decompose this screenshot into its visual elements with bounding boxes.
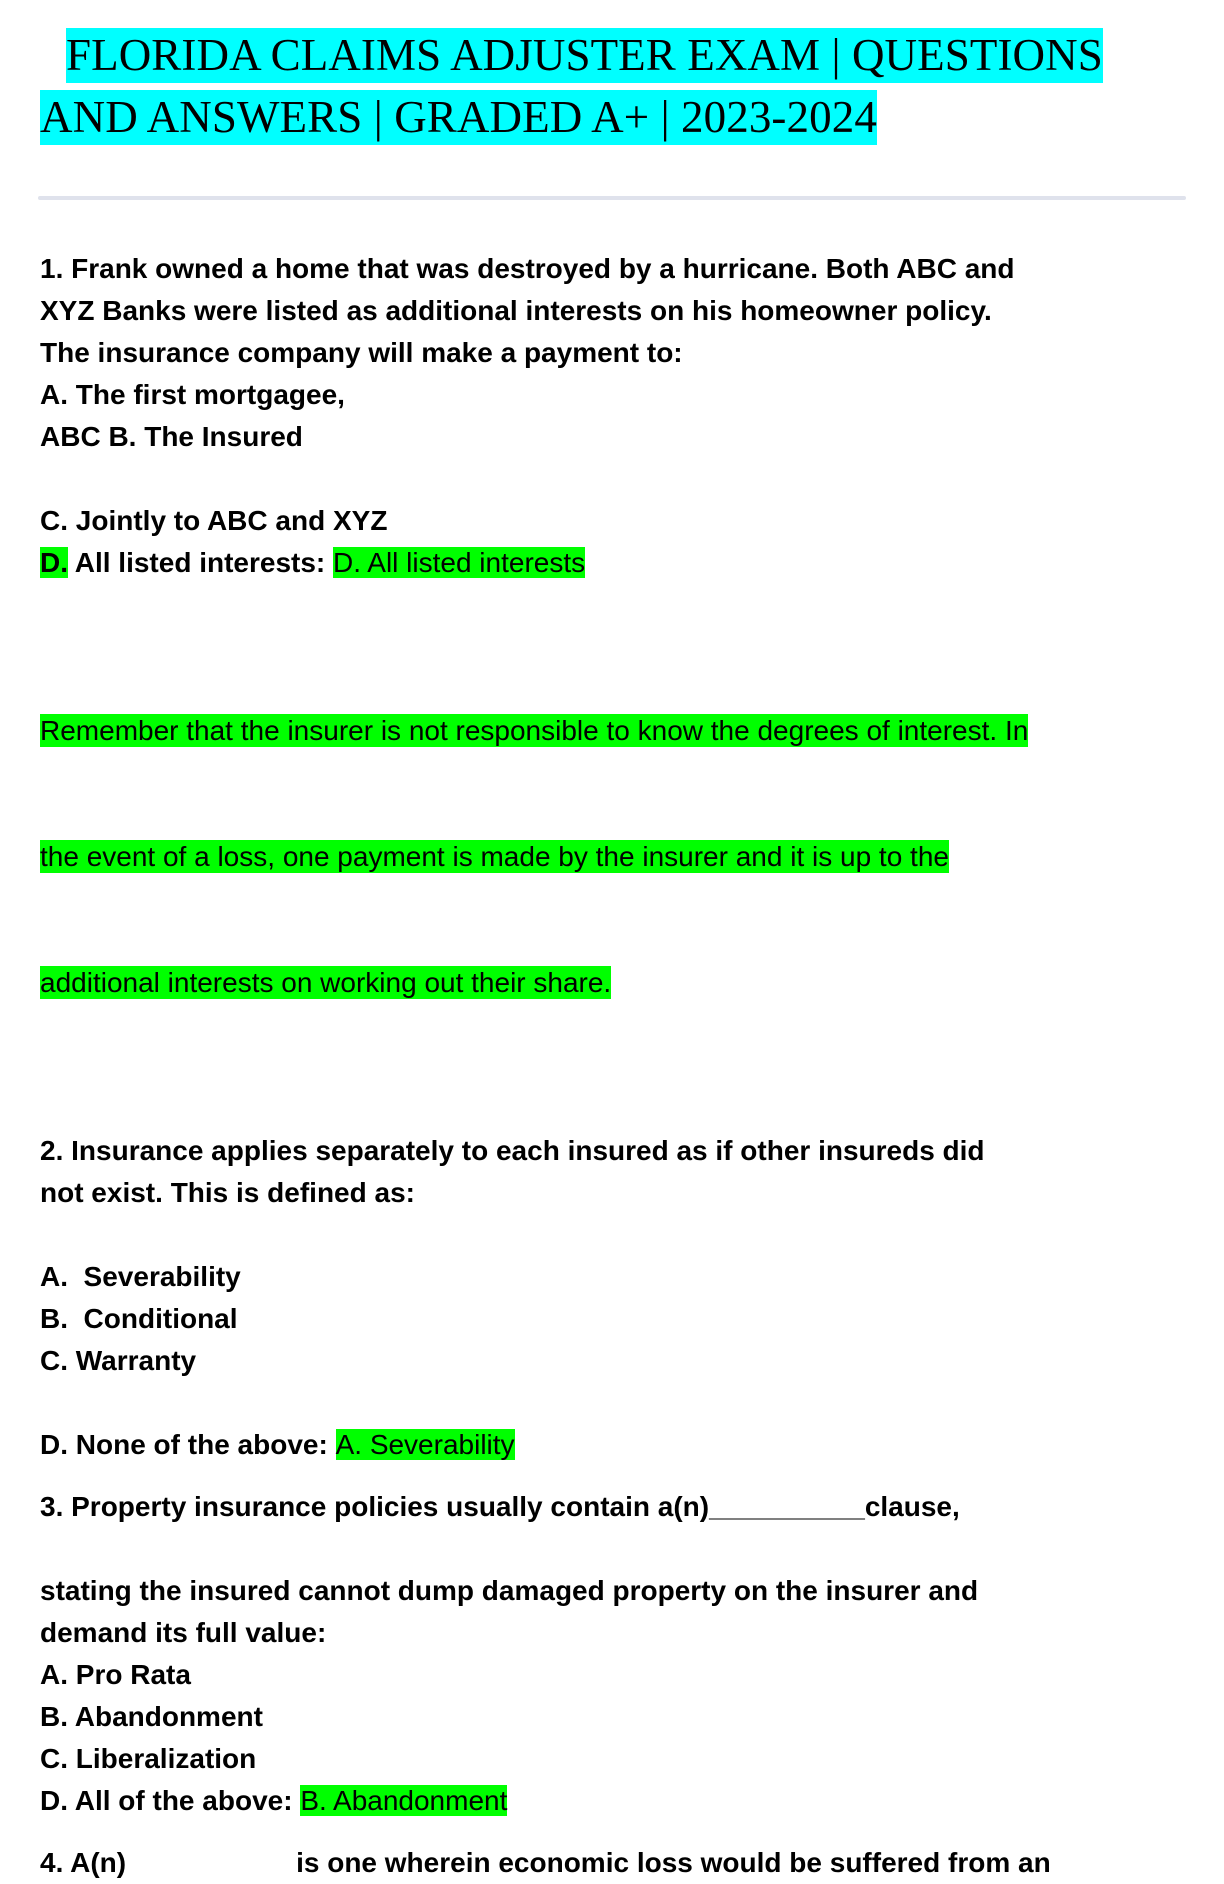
question-1-explanation-line-1: Remember that the insurer is not responsible to know the degrees of interest. In [40,715,1029,746]
question-block-2 [40,1130,1190,1466]
question-3-option-a: A. Pro Rata [40,1659,191,1690]
blank-line [40,1466,1190,1486]
question-3-stem-line-1 [40,1486,1190,1528]
question-1-option-d-prefix: D. [40,547,68,578]
question-1-stem-line-1: 1. Frank owned a home that was destroyed by a hurricane. Both ABC and [40,253,1015,284]
question-2-option-c: C. Warranty [40,1345,197,1376]
question-3-blank: __________ [709,1491,865,1522]
blank-line [40,1088,1190,1130]
question-1-option-d [40,542,1190,584]
question-3-stem-line-2: stating the insured cannot dump damaged property on the insurer and [40,1575,979,1606]
title-line-2: AND ANSWERS | GRADED A+ | 2023-2024 [40,90,877,145]
question-2-option-b: B. Conditional [40,1303,238,1334]
question-3-answer: B. Abandonment [300,1785,508,1816]
question-1-stem-line-2: XYZ Banks were listed as additional interests on his homeowner policy. [40,295,992,326]
blank-line [40,1382,1190,1424]
question-block-4 [40,1842,1190,1884]
question-4-stem-line-1 [40,1842,1190,1884]
question-3-option-b: B. Abandonment [40,1701,263,1732]
question-3-option-d-label: D. All of the above: [40,1785,293,1816]
blank-line [40,1822,1190,1842]
question-1-answer: D. All listed interests [333,547,586,578]
question-2-option-d [40,1424,1190,1466]
question-3-option-d [40,1780,1190,1822]
question-2-stem-line-2: not exist. This is defined as: [40,1177,415,1208]
question-1-option-d-rest: All listed interests: [68,547,326,578]
question-2-option-d-label: D. None of the above: [40,1429,328,1460]
title-line-1: FLORIDA CLAIMS ADJUSTER EXAM | QUESTIONS [66,28,1103,83]
blank-line [40,458,1190,500]
question-3-option-c: C. Liberalization [40,1743,257,1774]
question-block-3 [40,1486,1190,1822]
question-2-option-a: A. Severability [40,1261,241,1292]
question-2-answer: A. Severability [335,1429,515,1460]
blank-line [40,584,1190,626]
question-1-option-b: ABC B. The Insured [40,421,303,452]
question-4-stem-prefix: 4. A(n) [40,1847,127,1878]
question-1-explanation-line-3: additional interests on working out their share. [40,967,612,998]
question-block-1 [40,248,1190,1088]
question-1-option-c: C. Jointly to ABC and XYZ [40,505,388,536]
blank-line [40,1214,1190,1256]
header-divider [38,196,1186,200]
question-3-stem-line-3: demand its full value: [40,1617,327,1648]
page-title [40,24,1186,148]
question-3-stem-tail: clause, [864,1491,960,1522]
question-1-stem-line-3: The insurance company will make a payment to: [40,337,683,368]
question-3-stem-text: 3. Property insurance policies usually contain a(n) [40,1491,710,1522]
document-body [40,248,1190,1884]
blank-line [40,1528,1190,1570]
question-1-explanation [40,626,1190,1088]
question-1-explanation-line-2: the event of a loss, one payment is made by the insurer and it is up to the [40,841,949,872]
question-2-stem-line-1: 2. Insurance applies separately to each insured as if other insureds did [40,1135,985,1166]
question-1-option-a: A. The first mortgagee, [40,379,345,410]
question-4-stem-suffix: is one wherein economic loss would be suffered from an [296,1847,1051,1878]
